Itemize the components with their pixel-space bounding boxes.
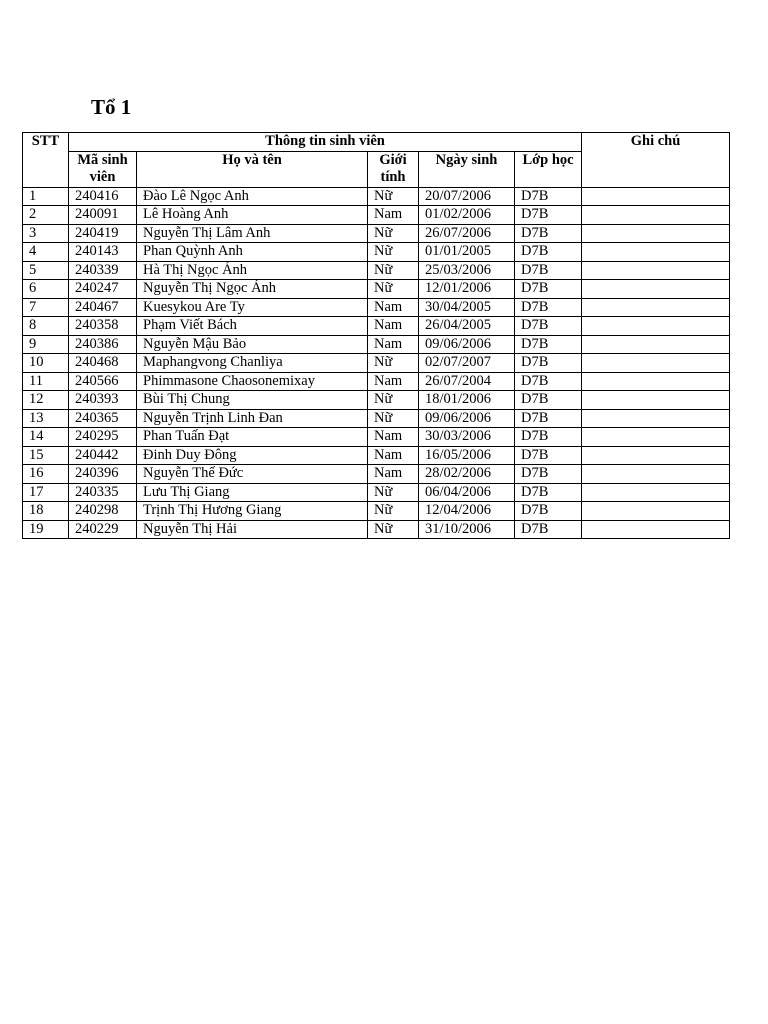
cell-stt: 5 <box>23 261 69 280</box>
cell-gender: Nam <box>368 298 419 317</box>
cell-birth-date: 16/05/2006 <box>419 446 515 465</box>
cell-stt: 2 <box>23 206 69 225</box>
table-row <box>23 520 730 539</box>
table-row <box>23 465 730 484</box>
cell-class: D7B <box>515 502 582 521</box>
cell-full-name: Nguyễn Thị Lâm Anh <box>137 224 368 243</box>
cell-full-name: Đinh Duy Đông <box>137 446 368 465</box>
cell-gender: Nam <box>368 465 419 484</box>
cell-birth-date: 01/02/2006 <box>419 206 515 225</box>
table-row <box>23 280 730 299</box>
cell-stt: 9 <box>23 335 69 354</box>
cell-student-id: 240298 <box>69 502 137 521</box>
cell-note <box>582 206 730 225</box>
cell-student-id: 240386 <box>69 335 137 354</box>
page-title: Tổ 1 <box>91 95 132 119</box>
cell-gender: Nữ <box>368 280 419 299</box>
cell-full-name: Nguyễn Trịnh Linh Đan <box>137 409 368 428</box>
cell-full-name: Phimmasone Chaosonemixay <box>137 372 368 391</box>
cell-note <box>582 187 730 206</box>
cell-class: D7B <box>515 187 582 206</box>
cell-gender: Nữ <box>368 261 419 280</box>
cell-class: D7B <box>515 335 582 354</box>
table-row <box>23 372 730 391</box>
cell-student-id: 240467 <box>69 298 137 317</box>
cell-gender: Nam <box>368 372 419 391</box>
cell-birth-date: 31/10/2006 <box>419 520 515 539</box>
cell-note <box>582 428 730 447</box>
table-row <box>23 298 730 317</box>
cell-full-name: Phạm Viết Bách <box>137 317 368 336</box>
table-row <box>23 483 730 502</box>
cell-note <box>582 372 730 391</box>
table-body <box>23 187 730 539</box>
cell-gender: Nữ <box>368 354 419 373</box>
cell-full-name: Nguyễn Thị Hải <box>137 520 368 539</box>
cell-student-id: 240419 <box>69 224 137 243</box>
table-header <box>23 133 730 188</box>
cell-full-name: Phan Quỳnh Anh <box>137 243 368 262</box>
cell-note <box>582 446 730 465</box>
cell-birth-date: 30/04/2005 <box>419 298 515 317</box>
header-note: Ghi chú <box>582 133 730 188</box>
cell-student-id: 240229 <box>69 520 137 539</box>
table-row <box>23 224 730 243</box>
cell-gender: Nam <box>368 428 419 447</box>
cell-stt: 10 <box>23 354 69 373</box>
cell-student-id: 240442 <box>69 446 137 465</box>
cell-note <box>582 502 730 521</box>
cell-full-name: Bùi Thị Chung <box>137 391 368 410</box>
cell-student-id: 240335 <box>69 483 137 502</box>
cell-class: D7B <box>515 391 582 410</box>
cell-student-id: 240396 <box>69 465 137 484</box>
cell-full-name: Kuesykou Are Ty <box>137 298 368 317</box>
cell-student-id: 240339 <box>69 261 137 280</box>
table-row <box>23 261 730 280</box>
cell-birth-date: 01/01/2005 <box>419 243 515 262</box>
header-class: Lớp học <box>515 151 582 187</box>
cell-stt: 6 <box>23 280 69 299</box>
cell-stt: 19 <box>23 520 69 539</box>
cell-birth-date: 26/04/2005 <box>419 317 515 336</box>
cell-full-name: Phan Tuấn Đạt <box>137 428 368 447</box>
cell-gender: Nữ <box>368 502 419 521</box>
header-student-id: Mã sinh viên <box>69 151 137 187</box>
cell-full-name: Lê Hoàng Anh <box>137 206 368 225</box>
cell-full-name: Maphangvong Chanliya <box>137 354 368 373</box>
cell-birth-date: 18/01/2006 <box>419 391 515 410</box>
cell-student-id: 240393 <box>69 391 137 410</box>
student-table <box>22 132 730 539</box>
cell-note <box>582 483 730 502</box>
cell-student-id: 240365 <box>69 409 137 428</box>
cell-gender: Nữ <box>368 187 419 206</box>
cell-full-name: Nguyễn Thế Đức <box>137 465 368 484</box>
table-row <box>23 335 730 354</box>
cell-birth-date: 12/01/2006 <box>419 280 515 299</box>
cell-note <box>582 261 730 280</box>
cell-stt: 1 <box>23 187 69 206</box>
cell-note <box>582 280 730 299</box>
cell-gender: Nữ <box>368 409 419 428</box>
cell-stt: 7 <box>23 298 69 317</box>
cell-gender: Nam <box>368 317 419 336</box>
cell-class: D7B <box>515 520 582 539</box>
cell-stt: 16 <box>23 465 69 484</box>
cell-gender: Nữ <box>368 483 419 502</box>
cell-student-id: 240247 <box>69 280 137 299</box>
cell-gender: Nữ <box>368 520 419 539</box>
cell-class: D7B <box>515 261 582 280</box>
cell-full-name: Hà Thị Ngọc Ánh <box>137 261 368 280</box>
cell-student-id: 240468 <box>69 354 137 373</box>
cell-full-name: Lưu Thị Giang <box>137 483 368 502</box>
cell-student-id: 240091 <box>69 206 137 225</box>
cell-note <box>582 335 730 354</box>
cell-student-id: 240416 <box>69 187 137 206</box>
cell-class: D7B <box>515 206 582 225</box>
table-row <box>23 187 730 206</box>
table-row <box>23 391 730 410</box>
cell-student-id: 240358 <box>69 317 137 336</box>
cell-stt: 17 <box>23 483 69 502</box>
cell-note <box>582 520 730 539</box>
cell-full-name: Nguyễn Mậu Bảo <box>137 335 368 354</box>
cell-birth-date: 28/02/2006 <box>419 465 515 484</box>
cell-note <box>582 298 730 317</box>
cell-class: D7B <box>515 372 582 391</box>
cell-birth-date: 26/07/2006 <box>419 224 515 243</box>
cell-stt: 18 <box>23 502 69 521</box>
cell-note <box>582 224 730 243</box>
cell-birth-date: 12/04/2006 <box>419 502 515 521</box>
cell-stt: 14 <box>23 428 69 447</box>
cell-gender: Nữ <box>368 224 419 243</box>
cell-gender: Nữ <box>368 391 419 410</box>
header-student-info: Thông tin sinh viên <box>69 133 582 152</box>
cell-full-name: Đào Lê Ngọc Anh <box>137 187 368 206</box>
cell-birth-date: 06/04/2006 <box>419 483 515 502</box>
table-row <box>23 354 730 373</box>
cell-class: D7B <box>515 280 582 299</box>
table-row <box>23 428 730 447</box>
table-row <box>23 243 730 262</box>
cell-birth-date: 26/07/2004 <box>419 372 515 391</box>
cell-class: D7B <box>515 317 582 336</box>
cell-class: D7B <box>515 409 582 428</box>
cell-note <box>582 465 730 484</box>
cell-note <box>582 243 730 262</box>
cell-class: D7B <box>515 298 582 317</box>
cell-stt: 3 <box>23 224 69 243</box>
cell-birth-date: 02/07/2007 <box>419 354 515 373</box>
cell-full-name: Trịnh Thị Hương Giang <box>137 502 368 521</box>
cell-student-id: 240143 <box>69 243 137 262</box>
table-row <box>23 446 730 465</box>
cell-birth-date: 25/03/2006 <box>419 261 515 280</box>
table-row <box>23 409 730 428</box>
cell-full-name: Nguyễn Thị Ngọc Ánh <box>137 280 368 299</box>
header-stt: STT <box>23 133 69 188</box>
cell-class: D7B <box>515 446 582 465</box>
cell-gender: Nam <box>368 446 419 465</box>
cell-gender: Nam <box>368 335 419 354</box>
cell-student-id: 240566 <box>69 372 137 391</box>
cell-birth-date: 20/07/2006 <box>419 187 515 206</box>
cell-gender: Nam <box>368 206 419 225</box>
cell-stt: 11 <box>23 372 69 391</box>
cell-birth-date: 09/06/2006 <box>419 335 515 354</box>
cell-birth-date: 09/06/2006 <box>419 409 515 428</box>
cell-note <box>582 317 730 336</box>
header-gender: Giới tính <box>368 151 419 187</box>
cell-stt: 4 <box>23 243 69 262</box>
header-row-top <box>23 133 730 152</box>
cell-note <box>582 409 730 428</box>
cell-stt: 15 <box>23 446 69 465</box>
table-row <box>23 317 730 336</box>
cell-class: D7B <box>515 483 582 502</box>
cell-note <box>582 354 730 373</box>
header-birth-date: Ngày sinh <box>419 151 515 187</box>
cell-stt: 13 <box>23 409 69 428</box>
cell-birth-date: 30/03/2006 <box>419 428 515 447</box>
cell-student-id: 240295 <box>69 428 137 447</box>
cell-class: D7B <box>515 243 582 262</box>
cell-class: D7B <box>515 465 582 484</box>
cell-class: D7B <box>515 354 582 373</box>
cell-gender: Nữ <box>368 243 419 262</box>
cell-class: D7B <box>515 428 582 447</box>
header-full-name: Họ và tên <box>137 151 368 187</box>
table-row <box>23 206 730 225</box>
cell-stt: 8 <box>23 317 69 336</box>
table-row <box>23 502 730 521</box>
cell-class: D7B <box>515 224 582 243</box>
cell-stt: 12 <box>23 391 69 410</box>
cell-note <box>582 391 730 410</box>
